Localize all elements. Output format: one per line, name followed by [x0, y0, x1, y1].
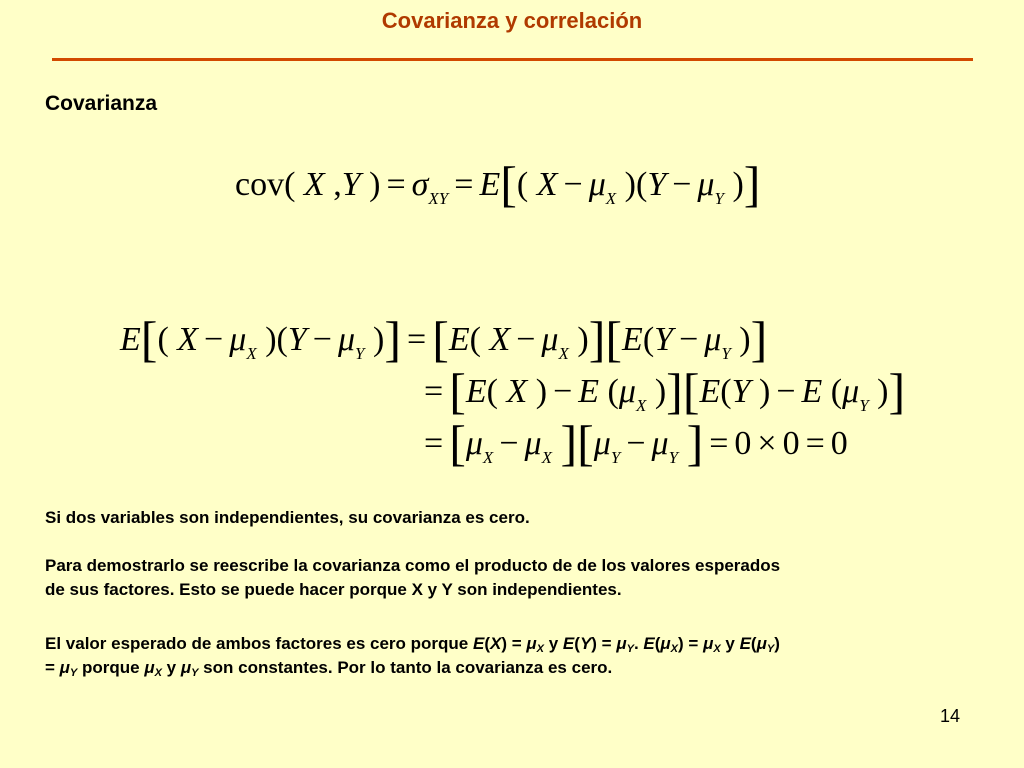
proof-explanation-line-1: Para demostrarlo se reescribe la covarianza como el producto de de los valores esperados	[45, 556, 781, 575]
title-underline	[52, 58, 973, 61]
proof-explanation	[45, 554, 985, 602]
proof-explanation-line-2: de sus factores. Esto se puede hacer porque X y Y son independientes.	[45, 580, 622, 599]
derivation-line-3: = [$\mu_X - \mu_X$ ][$\mu_Y - \mu_Y$ ] = 0 × 0 = 0	[424, 415, 848, 471]
page-number: 14	[940, 706, 961, 726]
slide-title: Covarianza y correlación	[381, 8, 643, 33]
expected-value-explanation: El valor esperado de ambos factores es cero porque $E(X) = \mu_X$ y $E(Y) = \mu_Y$. $E(\mu_X) = \mu_X$ y $E(\mu_Y)$ = $\mu_Y$ porque $\mu_X$ y $\mu_Y$ son constantes. Por lo tanto la covarianza es cero.	[45, 634, 780, 679]
independence-statement: Si dos variables son independientes, su covarianza es cero.	[45, 508, 530, 527]
derivation-line-1: E[( $X - \mu_X$ )($Y - \mu_Y$ )] = [E( $X - \mu_X$ )][$E(Y - \mu_Y$ )]	[120, 311, 768, 367]
covariance-definition-equation: cov( X ,Y ) = $\sigma_{XY} = E$[( $X - \mu_X$ )($Y - \mu_Y$ )]	[235, 156, 761, 212]
derivation-line-2: = [E( X ) − E ($\mu_X$ )][E(Y ) − E ($\mu_Y$ )]	[424, 363, 906, 419]
section-heading: Covarianza	[45, 92, 158, 115]
